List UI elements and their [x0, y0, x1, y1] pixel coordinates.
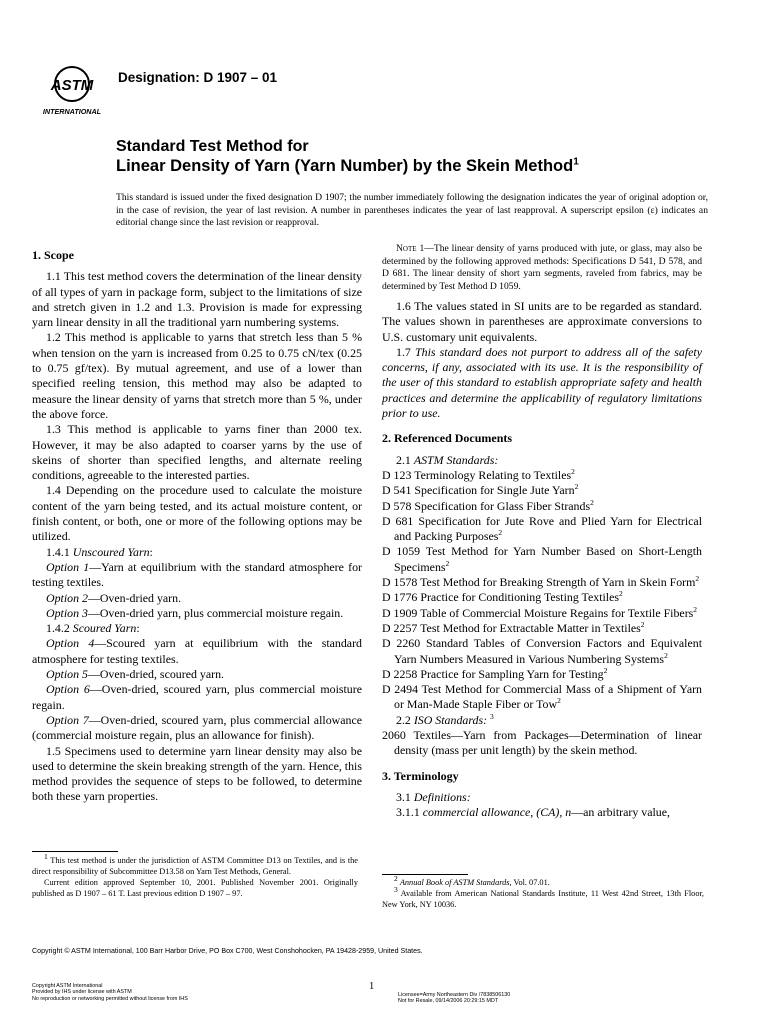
num: 3.1 [396, 789, 414, 804]
paragraph-1-7 [382, 345, 702, 421]
reference-item [382, 468, 702, 483]
ref-text: Specification for Glass Fiber Strands [414, 498, 591, 513]
ref-code: D 1909 [382, 605, 418, 620]
footnote-1 [32, 852, 358, 877]
ref-code: D 2257 [382, 620, 418, 635]
ref-text: Practice for Sampling Yarn for Testing [420, 666, 604, 681]
option-label: Option 1 [46, 559, 90, 574]
reference-item [382, 606, 702, 621]
option-1 [32, 560, 362, 591]
ref-code: D 2260 [382, 636, 421, 651]
footer-line: Not for Resale, 09/14/2006 20:29:15 MDT [398, 998, 499, 1005]
reference-item [382, 667, 702, 682]
ref-code: D 2258 [382, 666, 418, 681]
paragraph-1-4: 1.4 Depending on the procedure used to calculate the moisture content of the yarn being tested, and its actual moisture content, or finish content, or both, one or more of the following options may be utilized. [32, 483, 362, 544]
ref-text: Table of Commercial Moisture Regains for Textile Fibers [420, 605, 694, 620]
ref-text: Test Method for Breaking Strength of Yarn in Skein Form [420, 575, 696, 590]
section-heading-scope: 1. Scope [32, 248, 74, 262]
definition-text: —an arbitrary value, [571, 805, 670, 820]
footer-line: No reproduction or networking permitted without license from IHS [32, 995, 188, 1002]
reference-item [382, 590, 702, 605]
num: 3.1.1 [396, 805, 423, 820]
footnotes-right [382, 874, 704, 910]
reference-list [382, 468, 702, 713]
ref-text: Practice for Conditioning Testing Textiles [420, 590, 620, 605]
ref-code: D 2494 [382, 682, 419, 697]
ref-code: D 1776 [382, 590, 418, 605]
paragraph-1-6: 1.6 The values stated in SI units are to be regarded as standard. The values shown in parentheses are approximate conversions to U.S. customary unit equivalents. [382, 299, 702, 344]
footnote-text: , Vol. 07.01. [509, 878, 550, 887]
ref-text: Test Method for Extractable Matter in Textiles [420, 620, 641, 635]
title-footnote-mark: 1 [573, 156, 579, 168]
footnote-2 [382, 874, 704, 888]
note-label: Note [396, 243, 417, 254]
option-text: —Oven-dried, scoured yarn, plus commercial moisture regain. [32, 682, 362, 712]
num: 2.1 [396, 452, 414, 467]
footer-line: Licensee=Army Northeastern Div /7838506130 [398, 992, 511, 998]
note-1 [382, 243, 702, 293]
ref-text: Specification for Jute Rove and Plied Yarn for Electrical and Packing Purposes [394, 513, 703, 544]
num: 1.4.2 [46, 621, 70, 636]
note-text: 1—The linear density of yarns produced with jute, or glass, may also be determined by the following approved methods: Specifications D 541, D 578, and D 681. The linear density of short yarn segments, raveled from fabrics, may be determined by Test Method D 1059. [382, 243, 702, 292]
title-line-1: Standard Test Method for [116, 138, 309, 155]
footnotes-left [32, 852, 358, 899]
astm-logo [34, 66, 110, 118]
footer-line: Provided by IHS under license with ASTM [32, 989, 132, 996]
designation: Designation: D 1907 – 01 [118, 70, 278, 85]
subtitle: Unscoured Yarn [72, 544, 150, 559]
left-column [32, 246, 362, 805]
option-text: —Oven-dried, scoured yarn. [87, 667, 224, 682]
subtitle: Scoured Yarn [72, 621, 137, 636]
footer-left [32, 983, 188, 1002]
ref-code: D 1059 [382, 544, 421, 559]
num: 2.2 [396, 712, 414, 727]
subtitle: ASTM Standards: [413, 452, 499, 467]
paragraph-1-3: 1.3 This method is applicable to yarns finer than 2000 tex. However, it may be also adapted to coarser yarns by the use of skeins of shorter than specified lengths, and alternate reeling conditions, agreeable to the interested parties. [32, 422, 362, 483]
footnote-mark: 2 [664, 650, 668, 660]
ref-code: 2060 [382, 728, 406, 743]
iso-standards-heading [382, 713, 702, 728]
footnote-mark: 2 [603, 665, 608, 675]
footnote-mark: 2 [571, 467, 575, 476]
term: commercial allowance, (CA), n [422, 805, 572, 820]
svg-text:INTERNATIONAL: INTERNATIONAL [42, 107, 102, 116]
footnote-3 [382, 885, 704, 910]
paragraph-1-1: 1.1 This test method covers the determination of the linear density of all types of yarn in package form, subject to the limitations of size and stretch given in 1.2 and 1.3. Provision is made for expressing yarn linear density in all the traditional yarn numbering systems. [32, 269, 362, 330]
footnote-mark: 2 [557, 696, 561, 706]
paragraph-1-4-1: 1.4.1 Unscoured Yarn: [46, 544, 153, 559]
reference-item [382, 514, 702, 545]
footer-line: Copyright ASTM International [32, 983, 103, 989]
ref-code: D 578 [382, 498, 412, 513]
option-text: —Yarn at equilibrium with the standard atmosphere for testing textiles. [32, 559, 362, 590]
option-2 [32, 591, 362, 606]
title-text: Linear Density of Yarn (Yarn Number) by the Skein Method [116, 157, 574, 175]
subtitle: Definitions: [413, 789, 471, 804]
title-line-2 [116, 156, 579, 176]
footnote-mark: 2 [574, 482, 579, 492]
reference-item [382, 544, 702, 575]
option-4 [32, 636, 362, 667]
ref-text: Terminology Relating to Textiles [414, 467, 572, 482]
subtitle: ISO Standards: [413, 712, 488, 727]
paragraph-1-4-2: 1.4.2 Scoured Yarn: [46, 621, 140, 636]
definition-3-1-1 [382, 805, 702, 820]
footnote-1-edition: Current edition approved September 10, 2001. Published November 2001. Originally published as D 1907 – 61 T. Last previous edition D 1907 – 97. [32, 878, 358, 898]
footnote-mark: 2 [445, 558, 450, 568]
ref-text: Specification for Single Jute Yarn [414, 483, 575, 498]
svg-text:ASTM: ASTM [50, 77, 94, 94]
footnote-text: Available from American National Standards Institute, 11 West 42nd Street, 13th Floor, New York, NY 10036. [382, 889, 704, 909]
intro-paragraph: This standard is issued under the fixed designation D 1907; the number immediately following the designation indicates the year of original adoption or, in the case of revision, the year of last revision. A number in parentheses indicates the year of last reapproval. A superscript epsilon (ε) indicates an editorial change since the last revision or reapproval. [116, 192, 708, 229]
safety-statement: This standard does not purport to address all of the safety concerns, if any, associated with its use. It is the responsibility of the user of this standard to establish appropriate safety and health practices and determine the applicability of regulatory limitations prior to use. [382, 344, 702, 421]
ref-text: Test Method for Commercial Mass of a Shipment of Yarn or Man-Made Staple Fiber or Tow [394, 682, 703, 712]
footnote-mark: 2 [619, 589, 623, 599]
option-label: Option 2 [46, 590, 88, 605]
definitions-heading [382, 790, 702, 805]
ref-code: D 541 [382, 483, 412, 498]
section-heading-referenced-documents: 2. Referenced Documents [382, 431, 513, 446]
footnote-mark: 3 [394, 885, 398, 895]
option-label: Option 5 [46, 667, 88, 682]
footnote-mark: 2 [695, 574, 700, 584]
reference-item [382, 621, 702, 636]
copyright-notice: Copyright © ASTM International, 100 Barr Harbor Drive, PO Box C700, West Conshohocken, PA 19428-2959, United States. [32, 947, 423, 955]
option-text: —Oven-dried yarn. [87, 590, 182, 605]
option-6 [32, 682, 362, 713]
option-7 [32, 713, 362, 744]
reference-item [382, 636, 702, 667]
page-number: 1 [369, 981, 375, 992]
option-3 [32, 606, 362, 621]
option-text: —Oven-dried, scoured yarn, plus commercial allowance (commercial moisture regain, plus an allowance for finish). [32, 712, 362, 743]
footnote-text: This test method is under the jurisdiction of ASTM Committee D13 on Textiles, and is the direct responsibility of Subcommittee D13.58 on Yarn Test Methods, General. [32, 856, 358, 876]
option-text: —Scoured yarn at equilibrium with the standard atmosphere for testing textiles. [32, 636, 362, 666]
reference-item [382, 682, 702, 713]
reference-item [382, 499, 702, 514]
iso-reference [382, 728, 702, 759]
footnote-mark: 2 [640, 619, 645, 629]
num: 1.4.1 [46, 544, 70, 559]
ref-text: Test Method for Yarn Number Based on Short-Length Specimens [394, 544, 703, 574]
right-column [382, 243, 702, 821]
astm-logo-mark [34, 66, 110, 118]
ref-text: Textiles—Yarn from Packages—Determination of linear density (mass per unit length) by the skein method. [394, 728, 702, 758]
paragraph-1-2: 1.2 This method is applicable to yarns that stretch less than 5 % when tension on the yarn is increased from 0.25 to 0.75 cN/tex (0.25 to 0.75 gf/tex). By mutual agreement, and use of a lower than specified reeling tension, this method may also be adapted to measure the linear density of yarns that stretch more than 5 %, under the above force. [32, 330, 362, 421]
footnote-mark: 2 [394, 874, 398, 884]
paragraph-1-5: 1.5 Specimens used to determine yarn linear density may also be used to determine the skein breaking strength of the yarn. Hence, this method provides the sequence of steps to be followed, to determine both these yarn properties. [32, 743, 362, 804]
section-heading-terminology: 3. Terminology [382, 768, 459, 783]
footnote-mark: 2 [590, 497, 594, 507]
option-label: Option 3 [46, 605, 88, 620]
footnote-italic: Annual Book of ASTM Standards [399, 878, 510, 887]
ref-text: Standard Tables of Conversion Factors and Equivalent Yarn Numbers Measured in Various Numbering Systems [394, 636, 702, 666]
footnote-mark: 2 [693, 604, 698, 614]
footer-right [398, 992, 510, 1005]
footnote-mark: 2 [498, 528, 503, 538]
reference-item [382, 575, 702, 590]
ref-code: D 1578 [382, 575, 418, 590]
option-5 [32, 667, 362, 682]
option-text: —Oven-dried yarn, plus commercial moisture regain. [87, 605, 344, 620]
ref-code: D 123 [382, 467, 412, 482]
num: 1.7 [396, 344, 416, 359]
option-label: Option 7 [46, 712, 89, 727]
option-label: Option 6 [46, 682, 90, 697]
reference-item [382, 483, 702, 498]
footnote-mark: 1 [44, 852, 48, 862]
astm-standards-heading [382, 453, 702, 468]
footnote-mark: 3 [490, 711, 494, 721]
ref-code: D 681 [382, 513, 414, 528]
option-label: Option 4 [46, 636, 95, 651]
